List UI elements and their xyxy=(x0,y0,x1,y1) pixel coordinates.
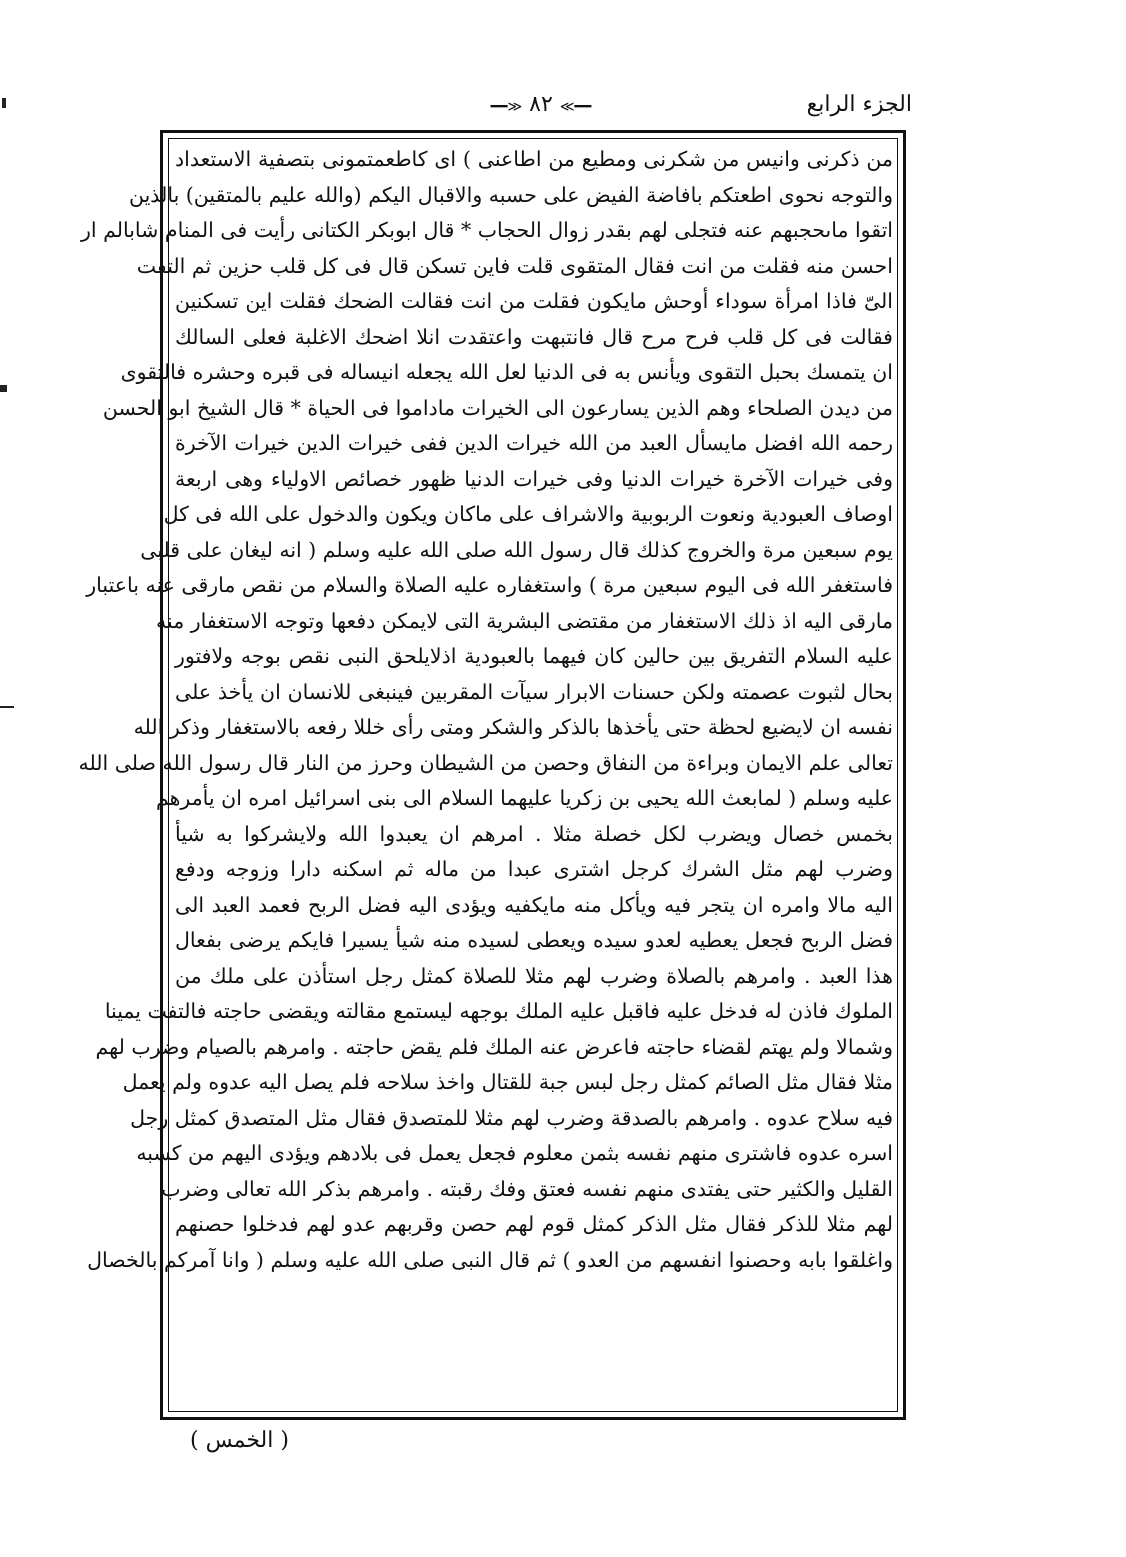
text-line: اسره عدوه فاشترى منهم نفسه بثمن معلوم فجعل يعمل فى بلادهم ويؤدى اليهم من كسبه xyxy=(136,1141,893,1165)
text-line: فاستغفر الله فى اليوم سبعين مرة ) واستغفاره عليه الصلاة والسلام من نقص مارقى عنه باعتبار xyxy=(86,573,893,597)
text-line: وضرب لهم مثل الشرك كرجل اشترى عبدا من ماله ثم اسكنه دارا وزوجه ودفع xyxy=(175,857,893,881)
text-line: الملوك فاذن له فدخل عليه فاقبل عليه الملك بوجهه ليستمع مقالته ويقضى حاجته فالتفت يمينا xyxy=(104,999,893,1023)
ornament-left: ━━≫ xyxy=(559,99,592,115)
text-line: الىّ فاذا امرأة سوداء أوحش مايكون فقلت من انت فقالت الضحك فقلت اين تسكنين xyxy=(175,289,893,313)
text-line: من ديدن الصلحاء وهم الذين يسارعون الى الخيرات ماداموا فى الحياة * قال الشيخ ابو الحسن xyxy=(102,395,893,420)
text-line: اوصاف العبودية ونعوت الربوبية والاشراف على ماكان ويكون والدخول على الله فى كل xyxy=(163,502,893,526)
margin-mark-middle xyxy=(0,385,7,392)
text-line: هذا العبد . وامرهم بالصلاة وضرب لهم مثلا للصلاة كمثل رجل استأذن على ملك من xyxy=(175,963,893,988)
text-line: مارقى اليه اذ ذلك الاستغفار من مقتضى البشرية التى لايمكن دفعها وتوجه الاستغفار منه xyxy=(156,608,893,633)
text-line: فضل الربح فجعل يعطيه لعدو سيده ويعطى لسيده منه شيأ يسيرا فايكم يرضى بفعال xyxy=(175,928,893,952)
text-line: نفسه ان لايضيع لحظة حتى يأخذها بالذكر والشكر ومتى رأى خللا رفعه بالاستغفار وذكر الله xyxy=(133,715,893,739)
text-line: تعالى علم الايمان وبراءة من النفاق وحصن من الشيطان وحرز من النار قال رسول الله صلى الله xyxy=(78,750,893,775)
text-line: لهم مثلا للذكر فقال مثل الذكر كمثل قوم لهم حصن وقربهم عدو لهم فدخلوا حصنهم xyxy=(175,1212,893,1236)
ornament-right: ≪━━ xyxy=(490,99,523,115)
text-line: القليل والكثير حتى يفتدى منهم نفسه فعتق وفك رقبته . وامرهم بذكر الله تعالى وضرب xyxy=(161,1176,893,1201)
text-line: والتوجه نحوى اطعتكم بافاضة الفيض على حسبه والاقبال اليكم (والله عليم بالمتقين) بالذين xyxy=(129,182,893,207)
catchword: ( الخمس ) xyxy=(190,1428,289,1453)
text-line: احسن منه فقلت من انت فقال المتقوى قلت فاين تسكن قال فى كل قلب حزين ثم التفت xyxy=(136,253,893,278)
text-line: وفى خيرات الآخرة خيرات الدنيا وفى خيرات الدنيا ظهور خصائص الاولياء وهى اربعة xyxy=(175,466,893,491)
text-line: بحال لثبوت عصمته ولكن حسنات الابرار سيآت المقربين فينبغى للانسان ان يأخذ على xyxy=(175,679,893,704)
text-line: من ذكرنى وانيس من شكرنى ومطيع من اطاعنى ) اى كاطعمتمونى بتصفية الاستعداد xyxy=(175,147,893,171)
page-number xyxy=(486,92,596,117)
text-line: يوم سبعين مرة والخروج كذلك قال رسول الله صلى الله عليه وسلم ( انه ليغان على قلبى xyxy=(140,537,893,562)
body-text xyxy=(78,142,893,1278)
margin-mark-top xyxy=(2,98,6,108)
text-line: فقالت فى كل قلب فرح مرح قال فانتبهت واعتقدت انلا اضحك الاغلبة فعلى السالك xyxy=(175,324,893,349)
text-line: مثلا فقال مثل الصائم كمثل رجل لبس جبة للقتال واخذ سلاحه فلم يصل اليه عدوه ولم يعمل xyxy=(122,1070,893,1094)
text-line: عليه السلام التفريق بين حالين كان فيهما بالعبودية اذلايلحق النبى نقص بوجه ولافتور xyxy=(175,644,893,668)
text-line: رحمه الله افضل مايسأل العبد من الله خيرات الدين ففى خيرات الدين خيرات الآخرة xyxy=(175,431,893,455)
text-line: اليه مالا وامره ان يتجر فيه ويأكل منه مايكفيه ويؤدى اليه فضل الربح فعمد العبد الى xyxy=(175,892,893,917)
text-line: فيه سلاح عدوه . وامرهم بالصدقة وضرب لهم مثلا للمتصدق فقال مثل المتصدق كمثل رجل xyxy=(130,1105,893,1130)
text-line: بخمس خصال ويضرب لكل خصلة مثلا . امرهم ان يعبدوا الله ولايشركوا به شيأ xyxy=(175,821,893,846)
text-line: اتقوا ماىحجبهم عنه فتجلى لهم بقدر زوال الحجاب * قال ابوبكر الكتانى رأيت فى المنام شابالم ار xyxy=(80,218,893,242)
margin-mark-lower xyxy=(0,706,14,708)
page-header xyxy=(160,92,912,126)
text-line: وشمالا ولم يهتم لقضاء حاجته فاعرض عنه الملك فلم يقض حاجته . وامرهم بالصيام وضرب لهم xyxy=(95,1034,893,1059)
running-head: الجزء الرابع xyxy=(806,92,912,117)
text-line: عليه وسلم ( لمابعث الله يحيى بن زكريا عليهما السلام الى بنى اسرائيل امره ان يأمرهم xyxy=(155,786,893,810)
page-number-value: ٨٢ xyxy=(529,92,553,117)
text-line: واغلقوا بابه وحصنوا انفسهم من العدو ) ثم قال النبى صلى الله عليه وسلم ( وانا آمركم بالخصال xyxy=(87,1247,893,1272)
text-line: ان يتمسك بحبل التقوى ويأنس به فى الدنيا لعل الله يجعله انيساله فى قبره وحشره فالتقوى xyxy=(120,360,893,384)
